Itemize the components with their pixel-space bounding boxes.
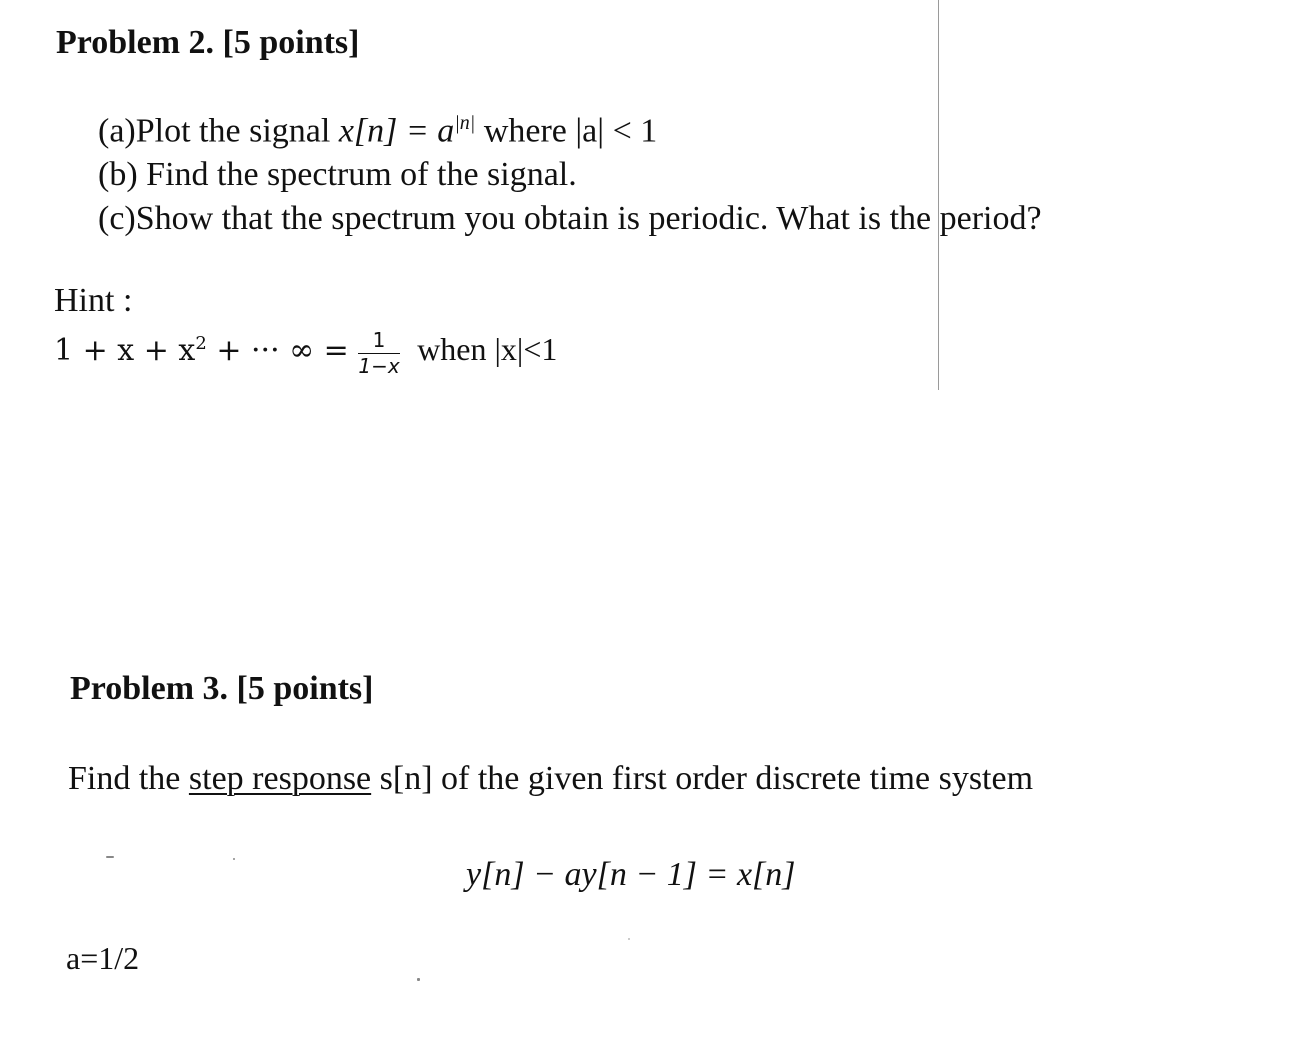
system-equation: y[n] − ay[n − 1] = x[n] bbox=[466, 856, 796, 893]
part-c-label: (c) bbox=[98, 200, 136, 237]
page-divider-line bbox=[938, 0, 939, 390]
part-a-condition: where |a| < 1 bbox=[475, 112, 658, 150]
problem-2-title: Problem 2. [5 points] bbox=[56, 24, 360, 61]
hint-formula bbox=[54, 330, 557, 377]
hint-fraction bbox=[358, 330, 399, 377]
hint-condition: when |x|<1 bbox=[417, 331, 558, 368]
problem-2-part-a bbox=[98, 112, 657, 150]
statement-pre: Find the bbox=[68, 760, 189, 797]
statement-post: s[n] of the given first order discrete time system bbox=[371, 760, 1034, 797]
parameter-value: a=1/2 bbox=[66, 940, 140, 976]
problem-2-part-c bbox=[98, 200, 1042, 238]
hint-fraction-numerator: 1 bbox=[358, 330, 399, 354]
scan-speck bbox=[417, 978, 420, 981]
scan-speck bbox=[628, 938, 630, 940]
problem-3-title: Problem 3. [5 points] bbox=[70, 670, 374, 707]
hint-fraction-denominator: 1−x bbox=[358, 354, 400, 378]
problem-3-statement bbox=[68, 760, 1033, 798]
hint-label: Hint : bbox=[54, 282, 133, 319]
part-a-signal: x[n] = a bbox=[338, 112, 455, 150]
part-b-label: (b) bbox=[98, 156, 138, 193]
part-a-text: Plot the signal bbox=[135, 112, 339, 150]
part-b-text: Find the spectrum of the signal. bbox=[146, 156, 577, 193]
part-a-exponent: |n| bbox=[454, 112, 476, 134]
part-c-text: Show that the spectrum you obtain is periodic. What is the period? bbox=[135, 200, 1042, 237]
problem-2-part-b bbox=[98, 156, 577, 194]
statement-underlined: step response bbox=[188, 760, 372, 797]
scan-speck bbox=[106, 856, 114, 858]
scan-speck bbox=[233, 858, 235, 860]
hint-series: $1 + x + x^2$ + ··· ∞ = bbox=[54, 333, 359, 369]
part-a-label: (a) bbox=[98, 112, 136, 150]
